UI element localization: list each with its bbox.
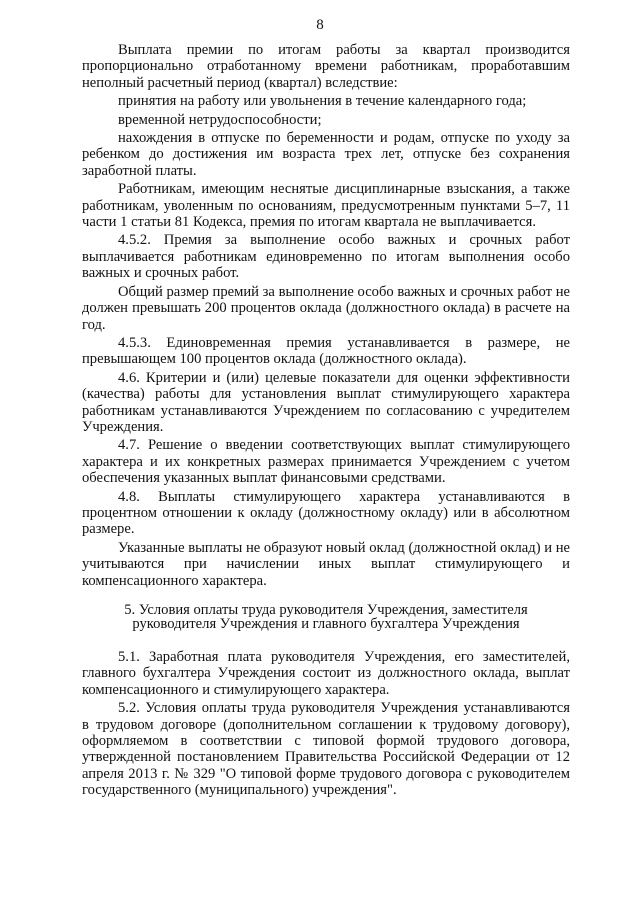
paragraph-total-bonus-limit: Общий размер премий за выполнение особо важных и срочных работ не должен превышать 200 процентов оклада (должностного оклада) в расчете на год. [82, 283, 570, 333]
section-heading-line-2: руководителя Учреждения и главного бухгалтера Учреждения [132, 616, 520, 632]
section-5-heading [82, 603, 570, 631]
paragraph-temporary-disability: временной нетрудоспособности; [118, 111, 322, 128]
paragraph-hiring-dismissal: принятия на работу или увольнения в течение календарного года; [118, 93, 527, 110]
paragraph-4-5-3: 4.5.3. Единовременная премия устанавливается в размере, не превышающем 100 процентов оклада (должностного оклада). [82, 334, 570, 368]
paragraph-payments-not-salary: Указанные выплаты не образуют новый оклад (должностной оклад) и не учитываются при начислении иных выплат стимулирующего и компенсационного характера. [82, 539, 570, 589]
paragraph-disciplinary: Работникам, имеющим неснятые дисциплинарные взыскания, а также работникам, уволенным по основаниям, предусмотренным пунктами 5–7, 11 части 1 статьи 81 Кодекса, премия по итогам квартала не выплачивается. [82, 181, 570, 231]
paragraph-maternity-leave: нахождения в отпуске по беременности и родам, отпуске по уходу за ребенком до достижения им возраста трех лет, отпуске без сохранения заработной платы. [82, 130, 570, 179]
page-number: 8 [316, 17, 324, 33]
paragraph-4-7: 4.7. Решение о введении соответствующих выплат стимулирующего характера и их конкретных размерах принимается Учреждением с учетом обеспечения указанных выплат финансовыми средствами. [82, 437, 570, 487]
paragraph-4-6: 4.6. Критерии и (или) целевые показатели для оценки эффективности (качества) работы для установления выплат стимулирующего характера работникам устанавливаются Учреждением по согласованию с учредителем Учреждения. [82, 369, 570, 435]
paragraph-bonus-proportional: Выплата премии по итогам работы за квартал производится пропорционально отработанному времени работникам, проработавшим неполный расчетный период (квартал) вследствие: [82, 42, 570, 91]
paragraph-5-1: 5.1. Заработная плата руководителя Учреждения, его заместителей, главного бухгалтера Учреждения состоит из должностного оклада, выплат компенсационного и стимулирующего характера. [82, 649, 570, 698]
section-heading-line-1: 5. Условия оплаты труда руководителя Учреждения, заместителя [124, 602, 528, 618]
paragraph-5-2: 5.2. Условия оплаты труда руководителя Учреждения устанавливаются в трудовом договоре (дополнительном соглашении к трудовому договору), оформляемом в соответствии с типовой формой трудового договора, утвержденной постановлением Правительства Российской Федерации от 12 апреля 2013 г. № 329 "О типовой форме трудового договора с руководителем государственного (муниципального) учреждения". [82, 700, 570, 799]
paragraph-4-8: 4.8. Выплаты стимулирующего характера устанавливаются в процентном отношении к окладу (должностному окладу) или в абсолютном размере. [82, 488, 570, 538]
paragraph-4-5-2: 4.5.2. Премия за выполнение особо важных и срочных работ выплачивается работникам единовременно по итогам выполнения особо важных и срочных работ. [82, 232, 570, 282]
document-body [82, 42, 570, 801]
